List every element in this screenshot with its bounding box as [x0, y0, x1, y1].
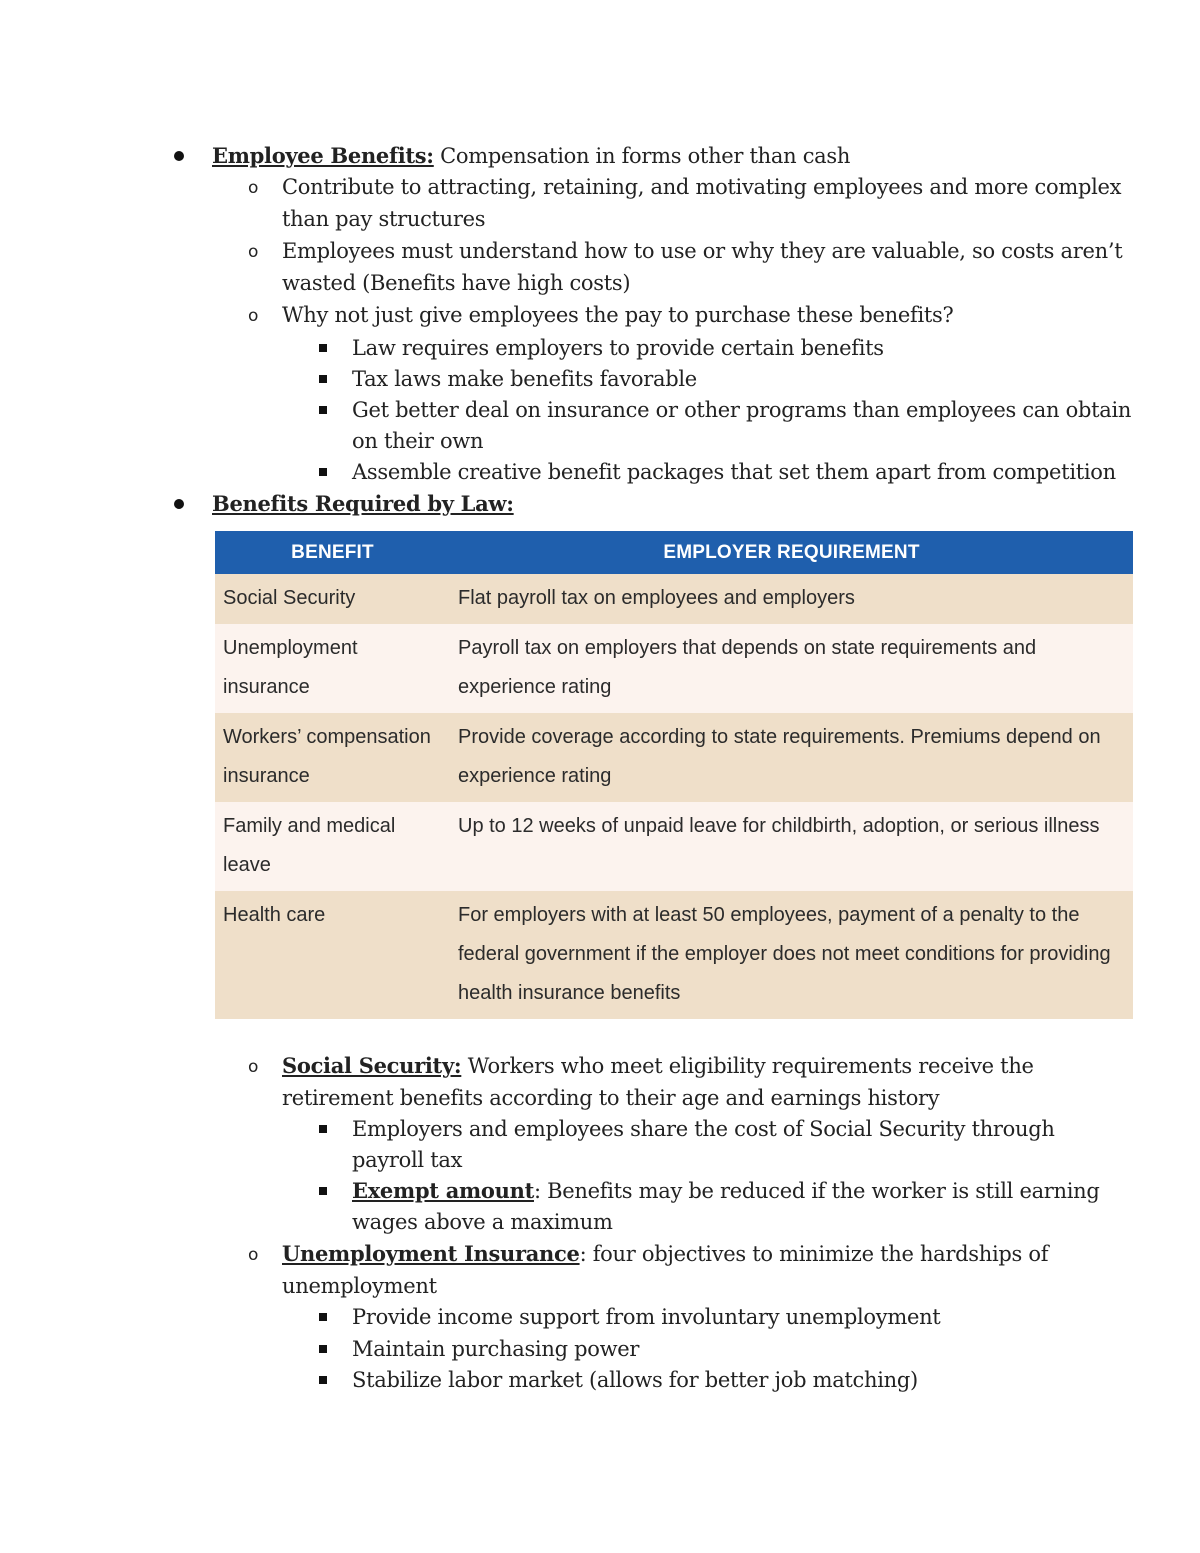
point-line: Employees must understand how to use or why they are valuable, so costs aren’t — [282, 239, 1123, 263]
square-bullet — [319, 1187, 327, 1195]
circle-bullet: o — [248, 178, 259, 198]
circle-bullet: o — [248, 1057, 259, 1077]
point-line: wasted (Benefits have high costs) — [282, 271, 631, 295]
unemployment-heading: Unemployment Insurance — [282, 1241, 580, 1266]
exempt-amount-heading: Exempt amount — [352, 1178, 534, 1203]
social-security-heading: Social Security: — [282, 1053, 462, 1078]
point-line: than pay structures — [282, 207, 486, 231]
header-benefit: BENEFIT — [215, 531, 450, 574]
benefits-required-heading-text: Benefits Required by Law: — [212, 491, 514, 516]
point-line: Why not just give employees the pay to purchase these benefits? — [282, 303, 954, 327]
social-security-sub: Employers and employees share the cost of Social Security through — [352, 1117, 1055, 1141]
square-bullet — [319, 1345, 327, 1353]
point-line: Contribute to attracting, retaining, and motivating employees and more complex — [282, 175, 1122, 199]
requirement-cell: Up to 12 weeks of unpaid leave for childbirth, adoption, or serious illness — [450, 802, 1133, 891]
table-row — [215, 802, 1133, 891]
benefit-cell: Social Security — [215, 574, 450, 624]
square-bullet — [319, 344, 327, 352]
benefit-cell: Family and medical leave — [215, 802, 450, 891]
reason-line: Assemble creative benefit packages that set them apart from competition — [352, 460, 1116, 484]
square-bullet — [319, 1376, 327, 1384]
reason-line: on their own — [352, 429, 484, 453]
table-header-row — [215, 531, 1133, 574]
reason-line: Tax laws make benefits favorable — [352, 367, 697, 391]
objective-line: Stabilize labor market (allows for better job matching) — [352, 1368, 918, 1392]
objective-line: Provide income support from involuntary unemployment — [352, 1305, 941, 1329]
requirement-cell: Flat payroll tax on employees and employers — [450, 574, 1133, 624]
unemployment-text: : four objectives to minimize the hardships of — [579, 1242, 1049, 1266]
exempt-amount-text-2: wages above a maximum — [352, 1210, 613, 1234]
table-row — [215, 891, 1133, 1019]
exempt-amount-line — [352, 1175, 1100, 1207]
square-bullet — [319, 468, 327, 476]
employee-benefits-line — [212, 140, 850, 172]
table-row — [215, 624, 1133, 713]
reason-line: Law requires employers to provide certain benefits — [352, 336, 884, 360]
employee-benefits-heading: Employee Benefits: — [212, 143, 434, 168]
square-bullet — [319, 406, 327, 414]
benefit-cell: Unemployment insurance — [215, 624, 450, 713]
benefits-required-heading — [212, 488, 514, 520]
circle-bullet: o — [248, 306, 259, 326]
table-row — [215, 713, 1133, 802]
header-employer-requirement: EMPLOYER REQUIREMENT — [450, 531, 1133, 574]
circle-bullet: o — [248, 1245, 259, 1265]
circle-bullet: o — [248, 242, 259, 262]
social-security-sub: payroll tax — [352, 1148, 463, 1172]
square-bullet — [319, 375, 327, 383]
social-security-text-2: retirement benefits according to their age and earnings history — [282, 1086, 940, 1110]
bullet-dot — [174, 151, 184, 161]
benefit-cell: Workers’ compensation insurance — [215, 713, 450, 802]
requirement-cell: For employers with at least 50 employees, payment of a penalty to the federal government if the employer does not meet conditions for providing health insurance benefits — [450, 891, 1133, 1019]
requirement-cell: Payroll tax on employers that depends on state requirements and experience rating — [450, 624, 1133, 713]
unemployment-text-2: unemployment — [282, 1274, 437, 1298]
requirement-cell: Provide coverage according to state requirements. Premiums depend on experience rating — [450, 713, 1133, 802]
objective-line: Maintain purchasing power — [352, 1337, 640, 1361]
benefits-table — [215, 531, 1133, 1019]
bullet-dot — [174, 499, 184, 509]
social-security-text: Workers who meet eligibility requirements receive the — [461, 1054, 1034, 1078]
exempt-amount-text: : Benefits may be reduced if the worker is still earning — [533, 1179, 1100, 1203]
benefit-cell: Health care — [215, 891, 450, 1019]
employee-benefits-text: Compensation in forms other than cash — [433, 144, 851, 168]
unemployment-line — [282, 1238, 1048, 1270]
table-row — [215, 574, 1133, 624]
reason-line: Get better deal on insurance or other programs than employees can obtain — [352, 398, 1132, 422]
square-bullet — [319, 1125, 327, 1133]
square-bullet — [319, 1313, 327, 1321]
social-security-line — [282, 1050, 1034, 1082]
